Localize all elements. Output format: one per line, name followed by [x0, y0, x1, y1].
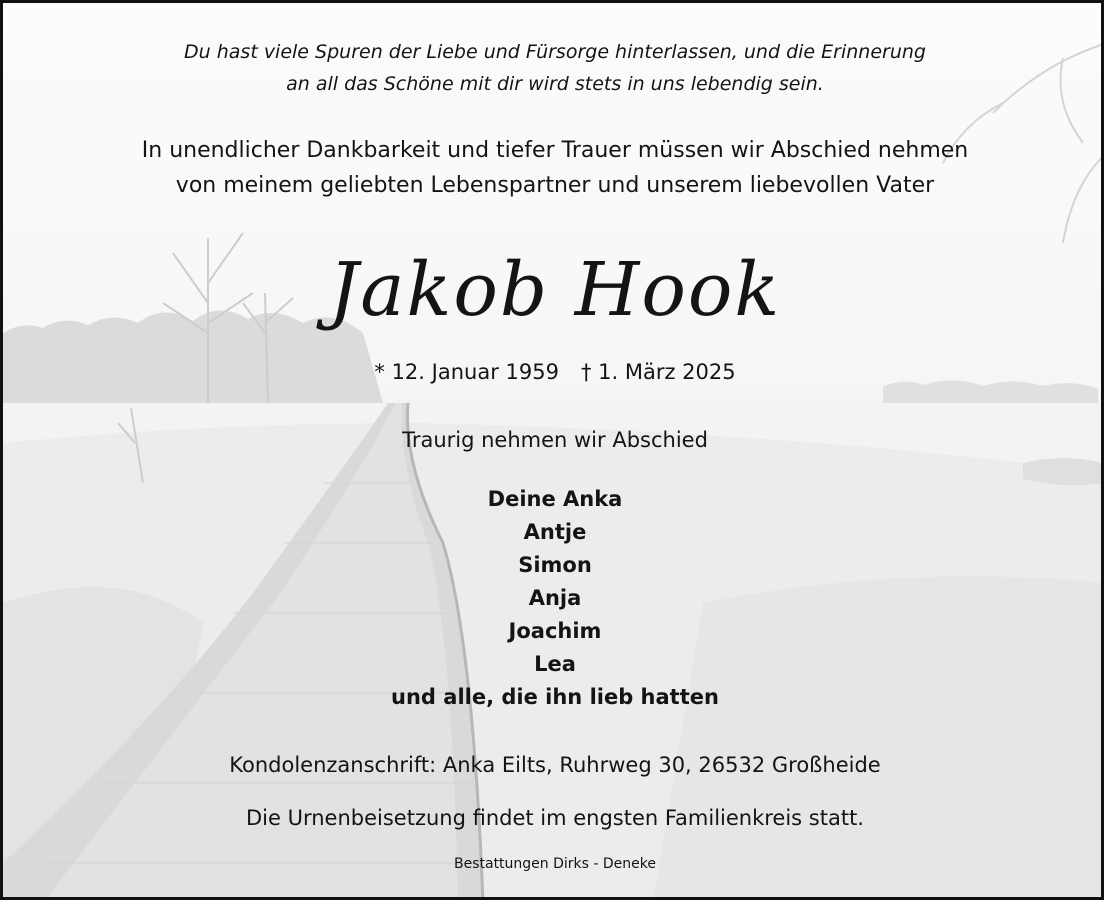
birth-date: * 12. Januar 1959 [374, 360, 559, 384]
verse-line-2: an all das Schöne mit dir wird stets in uns lebendig sein. [286, 73, 824, 95]
family-member: Simon [518, 553, 592, 577]
intro-line-2: von meinem geliebten Lebenspartner und unserem liebevollen Vater [175, 173, 935, 198]
death-date: † 1. März 2025 [580, 360, 736, 384]
family-member: Joachim [508, 619, 602, 643]
family-closing-line: und alle, die ihn lieb hatten [391, 685, 719, 709]
family-member: Antje [523, 520, 587, 544]
family-member: Deine Anka [487, 487, 623, 511]
condolence-address: Kondolenzanschrift: Anka Eilts, Ruhrweg 30, 26532 Großheide [229, 753, 881, 777]
funeral-home: Bestattungen Dirks - Deneke [453, 856, 656, 872]
life-dates [3, 357, 1104, 387]
verse-line-1: Du hast viele Spuren der Liebe und Fürsorge hinterlassen, und die Erinnerung [184, 41, 926, 63]
deceased-name: Jakob Hook [328, 247, 782, 333]
mourning-subline: Traurig nehmen wir Abschied [402, 428, 708, 452]
family-member: Anja [528, 586, 582, 610]
intro-line-1: In unendlicher Dankbarkeit und tiefer Trauer müssen wir Abschied nehmen [141, 138, 969, 163]
family-member: Lea [534, 652, 576, 676]
burial-note: Die Urnenbeisetzung findet im engsten Familienkreis statt. [245, 806, 864, 830]
